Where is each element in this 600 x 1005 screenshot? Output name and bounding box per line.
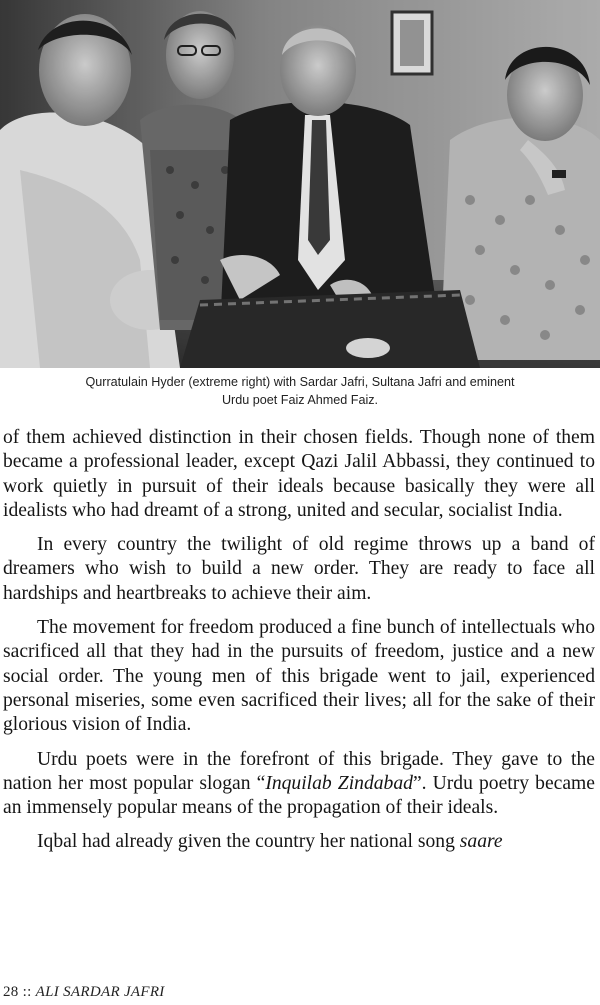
page-number: 28 [3,984,19,1000]
photo-caption [0,373,600,409]
body-text [3,426,595,865]
group-photograph [0,0,600,368]
paragraph-4-text-before: Urdu poets were in the forefront of this brigade. They gave to the nation her most popular slogan “ [3,748,595,794]
paragraph-3: The movement for freedom produced a fine bunch of intellectuals who sacrificed all that they had in the pursuits of freedom, justice and a new social order. The young men of this brigade went to jail, experienced personal miseries, some even sacrificed their lives; all for the sake of their glorious vision of India. [3,617,595,736]
paragraph-4 [3,748,595,821]
book-title: ALI SARDAR JAFRI [35,984,165,1000]
song-emphasis: saare [459,831,503,853]
page-footer [3,984,165,1001]
paragraph-1: of them achieved distinction in their chosen fields. Though none of them became a professional leader, except Qazi Jalil Abbassi, they continued to work quietly in pursuit of their ideals because basically they were all idealists who had dreamt of a strong, united and secular, socialist India. [3,427,595,521]
paragraph-5 [3,830,595,854]
caption-line-2: Urdu poet Faiz Ahmed Faiz. [221,393,379,407]
paragraph-2: In every country the twilight of old regime throws up a band of dreamers who wish to build a new order. They are ready to face all hardships and heartbreaks to achieve their aim. [3,534,595,604]
paragraph-5-text: Iqbal had already given the country her national song [37,831,460,853]
paragraph-4-text-after: ”. Urdu poetry became an immensely popular means of the propagation of their ideals. [3,772,595,819]
footer-separator: :: [22,984,32,1000]
caption-line-1: Qurratulain Hyder (extreme right) with Sardar Jafri, Sultana Jafri and eminent [85,375,515,389]
slogan-emphasis: Inquilab Zindabad [265,772,413,794]
